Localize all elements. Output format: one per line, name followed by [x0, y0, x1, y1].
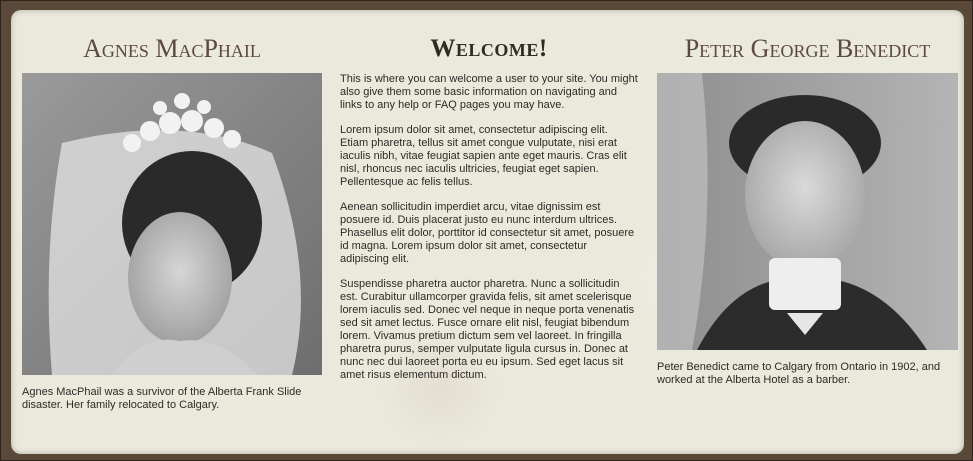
left-heading: Agnes MacPhail — [83, 34, 261, 63]
peter-portrait-image — [657, 73, 958, 350]
right-caption: Peter Benedict came to Calgary from Ontario in 1902, and worked at the Alberta Hotel as a barber. — [657, 361, 941, 386]
welcome-text — [340, 73, 638, 382]
right-heading: Peter George Benedict — [684, 34, 931, 63]
left-caption: Agnes MacPhail was a survivor of the Alberta Frank Slide disaster. Her family relocated to Calgary. — [22, 386, 302, 411]
lorem-paragraph-3: Suspendisse pharetra auctor pharetra. Nunc a sollicitudin est. Curabitur ullamcorper gravida felis, sit amet scelerisque lorem iaculis sed. Donec vel neque in neque porta venenatis sed sit amet lectus. Fusce ornare elit nisl, feugiat bibendum lorem. Vivamus pretium dictum sem vel laoreet. In fringilla pharetra purus, semper vulputate ligula cursus in. Donec at nunc nec dui laoreet porta eu eu ipsum. Sed eget lacus sit amet risus elementum dictum. — [340, 278, 635, 381]
welcome-heading: Welcome! — [430, 35, 548, 62]
left-column — [22, 10, 322, 412]
lorem-paragraph-2: Aenean sollicitudin imperdiet arcu, vitae dignissim est posuere id. Duis placerat justo eu nunc interdum ultrices. Phasellus elit dolor, porttitor id consectetur sit amet, posuere id magna. Lorem ipsum dolor sit amet, consectetur adipiscing elit. — [340, 201, 635, 265]
content-panel — [11, 10, 964, 454]
middle-column — [340, 10, 638, 394]
peter-photo — [657, 73, 958, 350]
agnes-portrait-image — [22, 73, 322, 375]
lorem-paragraph-1: Lorem ipsum dolor sit amet, consectetur adipiscing elit. Etiam pharetra, tellus sit amet congue vulputate, nisi erat iaculis nibh, vitae feugiat sapien ante eget mauris. Cras elit nisl, rhoncus nec iaculis ultricies, feugiat eget sapien. Pellentesque ac felis tellus. — [340, 124, 627, 188]
right-column — [657, 10, 958, 387]
agnes-photo — [22, 73, 322, 375]
welcome-paragraph: This is where you can welcome a user to your site. You might also give them some basic information on navigating and links to any help or FAQ pages you may have. — [340, 73, 638, 111]
